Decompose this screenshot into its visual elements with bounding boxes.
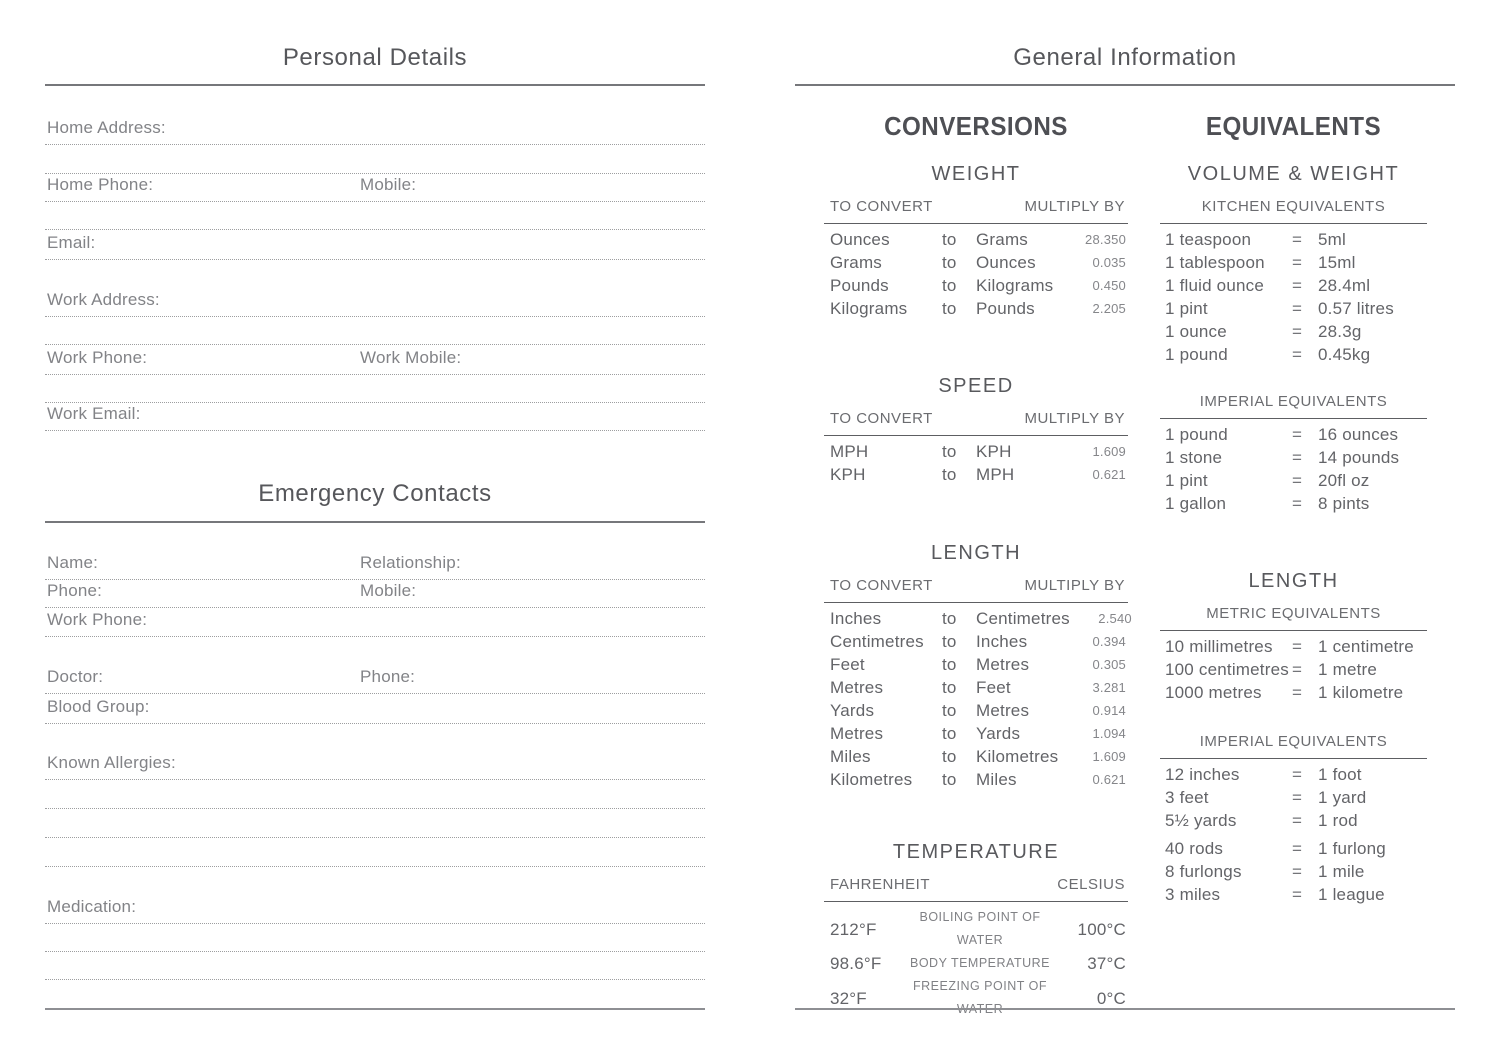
table-row [1160, 635, 1427, 658]
equivalent-value: 1 centimetre [1318, 637, 1414, 656]
table-row [824, 975, 1128, 1021]
quantity: 5½ yards [1165, 811, 1237, 830]
convert-to: Pounds [976, 299, 1035, 318]
table-row [1160, 809, 1427, 832]
equivalent-value: 0.45kg [1318, 345, 1371, 364]
table-row [1160, 423, 1427, 446]
writing-line [45, 375, 705, 403]
work-phone-label: Work Phone: [47, 610, 148, 629]
equals-sign: = [1292, 299, 1303, 318]
equivalent-value: 15ml [1318, 253, 1356, 272]
convert-from: Miles [830, 747, 871, 766]
to-word: to [942, 724, 957, 743]
convert-from: Centimetres [830, 632, 924, 651]
table-row [824, 274, 1128, 297]
table-row [824, 768, 1128, 791]
blood-group-row [45, 694, 705, 724]
personal-details-page [45, 0, 705, 1057]
equivalent-value: 1 rod [1318, 811, 1358, 830]
convert-from: Ounces [830, 230, 890, 249]
blood-group-label: Blood Group: [47, 697, 150, 716]
table-row [1160, 343, 1427, 366]
multiply-factor: 0.450 [1092, 278, 1126, 293]
doctor-label: Doctor: [47, 667, 104, 686]
quantity: 10 millimetres [1165, 637, 1273, 656]
convert-to: Ounces [976, 253, 1036, 272]
quantity: 1 teaspoon [1165, 230, 1252, 249]
table-row [824, 699, 1128, 722]
convert-from: Kilograms [830, 299, 908, 318]
equivalents-column [1160, 86, 1427, 1021]
convert-to: Feet [976, 678, 1011, 697]
phone-label: Phone: [47, 581, 103, 600]
quantity: 100 centimetres [1165, 660, 1289, 679]
writing-line [45, 838, 705, 867]
quantity: 1 pint [1165, 299, 1208, 318]
to-convert-label: TO CONVERT [830, 198, 933, 215]
work-email-row [45, 403, 705, 431]
multiply-by-label: MULTIPLY BY [1024, 577, 1125, 594]
celsius-value: 37°C [1087, 954, 1126, 973]
quantity: 1 pound [1165, 425, 1228, 444]
table-row [1160, 860, 1427, 883]
multiply-factor: 0.621 [1092, 772, 1126, 787]
equals-sign: = [1292, 660, 1303, 679]
to-word: to [942, 465, 957, 484]
writing-line [45, 924, 705, 952]
quantity: 40 rods [1165, 839, 1224, 858]
length-equivalents-heading: LENGTH [1248, 570, 1339, 592]
quantity: 1 gallon [1165, 494, 1227, 513]
table-row [1160, 228, 1427, 251]
fahrenheit-value: 32°F [830, 988, 867, 1008]
to-word: to [942, 678, 957, 697]
convert-from: Metres [830, 678, 884, 697]
temperature-table [824, 902, 1128, 1021]
equals-sign: = [1292, 637, 1303, 656]
convert-from: Metres [830, 724, 884, 743]
convert-to: Grams [976, 230, 1028, 249]
celsius-value: 100°C [1077, 919, 1126, 939]
equivalent-value: 16 ounces [1318, 425, 1399, 444]
equivalent-value: 14 pounds [1318, 448, 1400, 467]
quantity: 3 miles [1165, 885, 1221, 904]
convert-from: MPH [830, 442, 869, 461]
to-convert-label: TO CONVERT [830, 577, 933, 594]
weight-table [824, 224, 1128, 320]
multiply-factor: 1.609 [1092, 444, 1126, 459]
mobile-label: Mobile: [360, 581, 417, 600]
work-mobile-label: Work Mobile: [360, 348, 462, 367]
work-phone-row [45, 608, 705, 637]
convert-to: Kilometres [976, 747, 1059, 766]
multiply-factor: 0.035 [1092, 255, 1126, 270]
to-word: to [942, 609, 957, 628]
writing-line [45, 780, 705, 809]
equals-sign: = [1292, 811, 1303, 830]
table-row [824, 228, 1128, 251]
equivalent-value: 5ml [1318, 230, 1346, 249]
to-word: to [942, 276, 957, 295]
table-row [1160, 274, 1427, 297]
page-bottom-rule [45, 1008, 705, 1010]
table-row [1160, 469, 1427, 492]
medication-label: Medication: [47, 897, 137, 916]
multiply-factor: 0.305 [1092, 657, 1126, 672]
convert-to: Miles [976, 770, 1017, 789]
home-phone-row [45, 174, 705, 202]
convert-to: Centimetres [976, 609, 1070, 628]
home-address-row [45, 86, 705, 145]
multiply-by-label: MULTIPLY BY [1024, 410, 1125, 427]
equals-sign: = [1292, 765, 1303, 784]
imperial-length-table-bottom [1160, 837, 1427, 906]
table-row [824, 463, 1128, 486]
writing-line [45, 952, 705, 980]
name-row [45, 523, 705, 580]
table-row [1160, 658, 1427, 681]
to-word: to [942, 442, 957, 461]
equivalent-value: 1 mile [1318, 862, 1365, 881]
convert-to: Metres [976, 701, 1030, 720]
convert-from: Feet [830, 655, 865, 674]
metric-equivalents-subheading: METRIC EQUIVALENTS [1160, 605, 1427, 631]
quantity: 1 fluid ounce [1165, 276, 1265, 295]
equivalent-value: 1 league [1318, 885, 1385, 904]
volume-weight-heading: VOLUME & WEIGHT [1187, 163, 1400, 185]
kitchen-equivalents-table [1160, 224, 1427, 366]
convert-from: Inches [830, 609, 882, 628]
imperial-length-subheading: IMPERIAL EQUIVALENTS [1160, 733, 1427, 759]
equals-sign: = [1292, 494, 1303, 513]
equals-sign: = [1292, 683, 1303, 702]
convert-to: KPH [976, 442, 1012, 461]
multiply-factor: 3.281 [1092, 680, 1126, 695]
speed-table [824, 436, 1128, 486]
writing-line [45, 145, 705, 174]
to-word: to [942, 701, 957, 720]
length-heading: LENGTH [930, 542, 1022, 564]
medication-row [45, 867, 705, 924]
quantity: 1000 metres [1165, 683, 1262, 702]
doctor-phone-label: Phone: [360, 667, 416, 686]
table-row [1160, 251, 1427, 274]
to-convert-label: TO CONVERT [830, 410, 933, 427]
quantity: 1 pint [1165, 471, 1208, 490]
page-title: General Information [795, 44, 1455, 86]
table-row [1160, 446, 1427, 469]
imperial-length-table-top [1160, 759, 1427, 832]
multiply-factor: 1.609 [1092, 749, 1126, 764]
equivalent-value: 1 metre [1318, 660, 1378, 679]
kitchen-equivalents-subheading: KITCHEN EQUIVALENTS [1160, 198, 1427, 224]
length-table-header [824, 577, 1128, 603]
table-row [824, 653, 1128, 676]
table-row [1160, 297, 1427, 320]
writing-line [45, 202, 705, 230]
table-row [824, 607, 1132, 630]
convert-from: Kilometres [830, 770, 913, 789]
temperature-description: BOILING POINT OF WATER [919, 910, 1041, 947]
equals-sign: = [1292, 885, 1303, 904]
table-row [1160, 763, 1427, 786]
multiply-factor: 2.205 [1092, 301, 1126, 316]
to-word: to [942, 230, 957, 249]
quantity: 8 furlongs [1165, 862, 1242, 881]
home-address-label: Home Address: [47, 118, 166, 137]
to-word: to [942, 632, 957, 651]
temperature-table-header [824, 876, 1128, 902]
convert-to: Kilograms [976, 276, 1054, 295]
multiply-factor: 1.094 [1092, 726, 1126, 741]
mobile-label: Mobile: [360, 175, 417, 194]
work-phone-label: Work Phone: [47, 348, 148, 367]
doctor-row [45, 637, 705, 694]
imperial-equivalents-subheading: IMPERIAL EQUIVALENTS [1160, 393, 1427, 419]
table-row [824, 297, 1128, 320]
equals-sign: = [1292, 276, 1303, 295]
imperial-volume-table [1160, 419, 1427, 515]
multiply-by-label: MULTIPLY BY [1024, 198, 1125, 215]
equals-sign: = [1292, 345, 1303, 364]
work-address-row [45, 260, 705, 317]
metric-length-table [1160, 631, 1427, 704]
multiply-factor: 2.540 [1098, 611, 1132, 626]
table-row [824, 952, 1128, 975]
multiply-factor: 28.350 [1085, 232, 1126, 247]
known-allergies-row [45, 724, 705, 780]
equivalents-heading: EQUIVALENTS [1205, 111, 1382, 141]
table-row [824, 251, 1128, 274]
convert-from: Pounds [830, 276, 889, 295]
equivalent-value: 28.3g [1318, 322, 1362, 341]
quantity: 12 inches [1165, 765, 1240, 784]
table-row [824, 906, 1128, 952]
work-phone-row [45, 345, 705, 375]
multiply-factor: 0.914 [1092, 703, 1126, 718]
celsius-label: CELSIUS [1057, 876, 1125, 893]
equals-sign: = [1292, 839, 1303, 858]
writing-line [45, 809, 705, 838]
email-label: Email: [47, 233, 96, 252]
table-row [824, 440, 1128, 463]
to-word: to [942, 299, 957, 318]
page-title: Personal Details [45, 44, 705, 86]
equivalent-value: 1 yard [1318, 788, 1367, 807]
fahrenheit-value: 212°F [830, 919, 877, 939]
to-word: to [942, 253, 957, 272]
multiply-factor: 0.621 [1092, 467, 1126, 482]
convert-from: Yards [830, 701, 875, 720]
convert-to: Metres [976, 655, 1030, 674]
temperature-heading: TEMPERATURE [892, 841, 1060, 863]
emergency-contacts-title: Emergency Contacts [45, 480, 705, 523]
length-table [824, 603, 1132, 791]
table-row [824, 745, 1128, 768]
temperature-description: BODY TEMPERATURE [910, 956, 1050, 970]
table-row [1160, 681, 1427, 704]
quantity: 3 feet [1165, 788, 1209, 807]
speed-heading: SPEED [938, 375, 1014, 397]
celsius-value: 0°C [1096, 988, 1126, 1008]
equals-sign: = [1292, 322, 1303, 341]
multiply-factor: 0.394 [1092, 634, 1126, 649]
home-phone-label: Home Phone: [47, 175, 154, 194]
conversions-column [824, 86, 1132, 1021]
fahrenheit-value: 98.6°F [830, 954, 882, 973]
phone-row [45, 580, 705, 608]
equals-sign: = [1292, 425, 1303, 444]
relationship-label: Relationship: [360, 553, 461, 572]
page-bottom-rule [795, 1008, 1455, 1010]
temperature-description: FREEZING POINT OF WATER [913, 979, 1047, 1016]
equals-sign: = [1292, 230, 1303, 249]
table-row [824, 630, 1128, 653]
to-word: to [942, 770, 957, 789]
quantity: 1 ounce [1165, 322, 1227, 341]
equivalent-value: 1 kilometre [1318, 683, 1404, 702]
fahrenheit-label: FAHRENHEIT [830, 876, 931, 893]
speed-table-header [824, 410, 1128, 436]
equivalent-value: 1 foot [1318, 765, 1362, 784]
conversions-heading: CONVERSIONS [884, 111, 1068, 141]
quantity: 1 pound [1165, 345, 1228, 364]
convert-to: Inches [976, 632, 1028, 651]
equals-sign: = [1292, 862, 1303, 881]
writing-line [45, 317, 705, 345]
equivalent-value: 20fl oz [1318, 471, 1370, 490]
table-row [1160, 786, 1427, 809]
table-row [1160, 837, 1427, 860]
general-information-page [795, 0, 1455, 1057]
convert-to: Yards [976, 724, 1021, 743]
name-label: Name: [47, 553, 99, 572]
quantity: 1 tablespoon [1165, 253, 1265, 272]
quantity: 1 stone [1165, 448, 1223, 467]
weight-heading: WEIGHT [931, 163, 1021, 185]
table-row [1160, 492, 1427, 515]
table-row [824, 676, 1128, 699]
equivalent-value: 0.57 litres [1318, 299, 1394, 318]
table-row [1160, 320, 1427, 343]
table-row [1160, 883, 1427, 906]
equivalent-value: 28.4ml [1318, 276, 1371, 295]
convert-from: Grams [830, 253, 882, 272]
work-address-label: Work Address: [47, 290, 160, 309]
to-word: to [942, 747, 957, 766]
weight-table-header [824, 198, 1128, 224]
email-row [45, 230, 705, 260]
equivalent-value: 1 furlong [1318, 839, 1386, 858]
convert-to: MPH [976, 465, 1015, 484]
equals-sign: = [1292, 788, 1303, 807]
table-row [824, 722, 1128, 745]
to-word: to [942, 655, 957, 674]
equals-sign: = [1292, 253, 1303, 272]
equals-sign: = [1292, 448, 1303, 467]
known-allergies-label: Known Allergies: [47, 753, 176, 772]
work-email-label: Work Email: [47, 404, 141, 423]
convert-from: KPH [830, 465, 866, 484]
equals-sign: = [1292, 471, 1303, 490]
equivalent-value: 8 pints [1318, 494, 1370, 513]
